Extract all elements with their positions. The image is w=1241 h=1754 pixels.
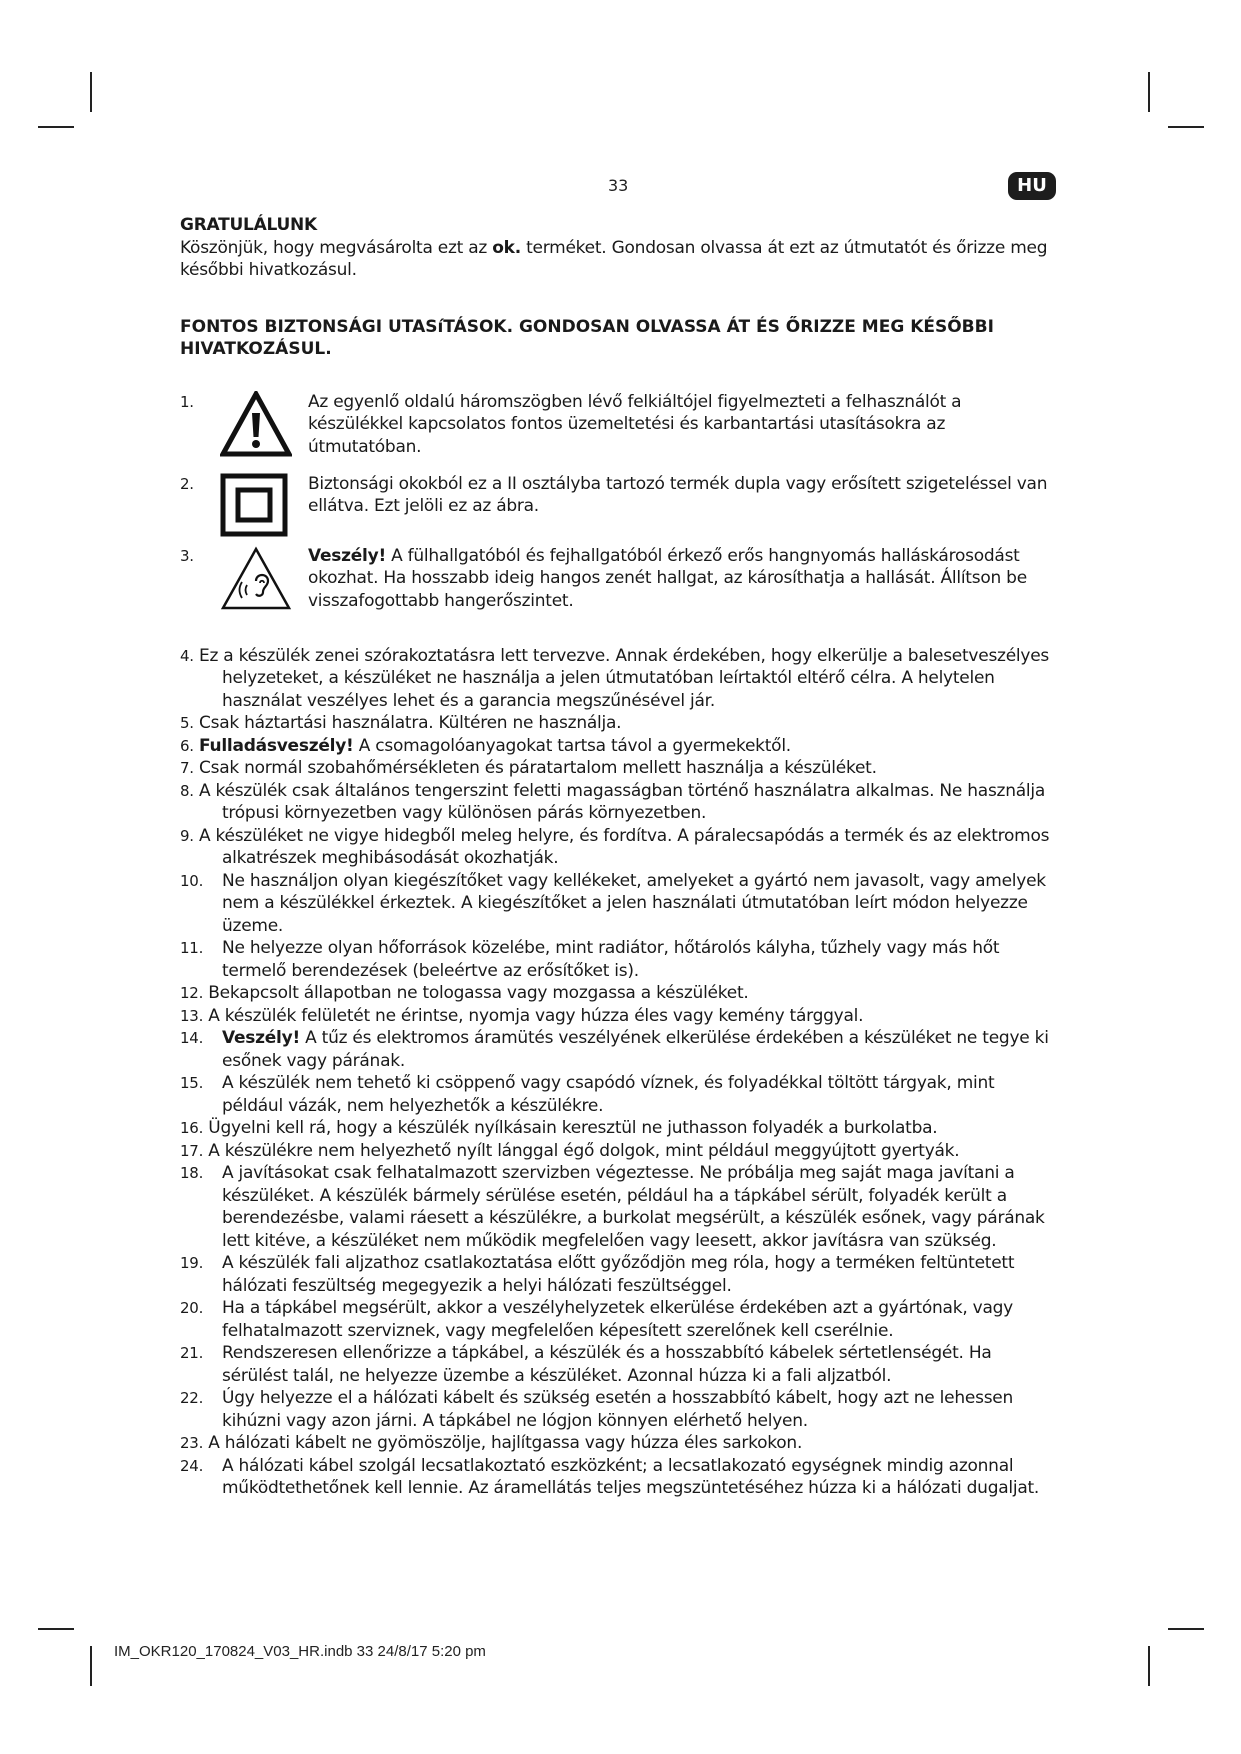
item-text: Csak normál szobahőmérsékleten és páratartalom mellett használja a készüléket. <box>198 758 877 778</box>
crop-mark <box>90 72 92 112</box>
list-item <box>180 757 1060 780</box>
item-number: 5. <box>180 714 194 732</box>
list-item <box>180 780 1060 825</box>
list-item <box>180 1455 1060 1500</box>
list-item <box>180 1140 1060 1163</box>
item-number: 14. <box>180 1029 204 1047</box>
list-item <box>180 1387 1060 1432</box>
item-number: 16. <box>180 1119 204 1137</box>
item-number: 3. <box>180 546 194 565</box>
item-number: 13. <box>180 1006 204 1025</box>
item-text: A készüléket ne vigye hidegből meleg helyre, és fordítva. A páralecsapódás a termék és az elektromos alkatrészek meghibásodását okozhatják. <box>198 825 1050 868</box>
item-text: A tűz és elektromos áramütés veszélyének elkerülése érdekében a készüléket ne tegye ki esőnek vagy párának. <box>222 1028 1049 1071</box>
item-number: 10. <box>180 871 204 890</box>
item-number: 17. <box>180 1141 204 1160</box>
item-number: 11. <box>180 939 204 957</box>
crop-mark <box>1148 72 1150 112</box>
congrats-title: GRATULÁLUNK <box>180 215 317 235</box>
item-text: A csomagolóanyagokat tartsa távol a gyermekektől. <box>353 735 791 756</box>
list-item <box>180 825 1060 870</box>
item-text: Biztonsági okokból ez a II osztályba tartozó termék dupla vagy erősített szigeteléssel van ellátva. Ezt jelöli ez az ábra. <box>308 473 1048 516</box>
crop-mark <box>90 1646 92 1686</box>
language-badge: HU <box>1008 172 1056 200</box>
item-text: A készülék felületét ne érintse, nyomja vagy húzza éles vagy kemény tárggyal. <box>208 1005 864 1026</box>
item-text: A javításokat csak felhatalmazott szervizben végeztesse. Ne próbálja meg saját maga javítani a készüléket. A készülék bármely sérülése esetén, például ha a tápkábel sérült, folyadék került a berendezésbe, valami ráesett a készülékre, a burkolat megsérült, a készülék esőnek, vagy párának lett kitéve, a készüléket nem működik megfelelően vagy leesett, akkor javításra van szükség. <box>222 1163 1045 1251</box>
danger-label: Veszély! <box>308 545 386 566</box>
page-number: 33 <box>608 176 629 195</box>
item-text: A készülékre nem helyezhető nyílt lánggal égő dolgok, mint például meggyújtott gyertyák. <box>208 1140 960 1161</box>
list-item <box>180 1162 1060 1252</box>
crop-mark <box>1168 126 1204 128</box>
item-text: Ha a tápkábel megsérült, akkor a veszélyhelyzetek elkerülése érdekében azt a gyártónak, vagy felhatalmazott szerviznek, vagy megfelelően képesített szerelőnek kell cserélnie. <box>222 1298 1013 1341</box>
warning-label: Fulladásveszély! <box>198 735 354 756</box>
list-item <box>180 645 1060 713</box>
symbol-item <box>180 473 1060 533</box>
item-number: 20. <box>180 1299 204 1317</box>
crop-mark <box>38 1628 74 1630</box>
list-item <box>180 1342 1060 1387</box>
list-item <box>180 1297 1060 1342</box>
list-item <box>180 870 1060 938</box>
hearing-warning-icon <box>220 545 292 618</box>
item-number: 12. <box>180 984 204 1002</box>
item-text: Úgy helyezze el a hálózati kábelt és szükség esetén a hosszabbító kábelt, hogy azt ne lehessen kihúzni vagy azon járni. A tápkábel ne lógjon könnyen elérhető helyen. <box>222 1388 1014 1431</box>
item-text: Csak háztartási használatra. Kültéren ne használja. <box>198 713 622 733</box>
list-item <box>180 1117 1060 1140</box>
crop-mark <box>1168 1628 1204 1630</box>
symbol-item <box>180 545 1060 615</box>
print-footer: IM_OKR120_170824_V03_HR.indb 33 24/8/17 5:20 pm <box>114 1643 486 1660</box>
item-text: Ne használjon olyan kiegészítőket vagy kellékeket, amelyeket a gyártó nem javasolt, vagy amelyek nem a készülékkel érkeztek. A kiegészítőket a jelen használati útmutatóban leírt módon helyezze üzeme. <box>222 870 1046 936</box>
list-item <box>180 735 1060 758</box>
item-text: A készülék nem tehető ki csöppenő vagy csapódó víznek, és folyadékkal töltött tárgyak, mint például vázák, nem helyezhetők a készülékre. <box>222 1073 995 1116</box>
item-number: 7. <box>180 759 194 777</box>
list-item <box>180 1005 1060 1028</box>
item-number: 22. <box>180 1389 204 1407</box>
warning-triangle-icon <box>220 391 292 464</box>
item-text: Az egyenlő oldalú háromszögben lévő felkiáltójel figyelmezteti a felhasználót a készülékkel kapcsolatos fontos üzemeltetési és karbantartási utasításokra az útmutatóban. <box>308 391 962 457</box>
list-item <box>180 1432 1060 1455</box>
item-number: 6. <box>180 736 194 755</box>
congrats-text: Köszönjük, hogy megvásárolta ezt az ok. terméket. Gondosan olvassa át ezt az útmutatót és őrizze meg későbbi hivatkozásul. <box>180 237 1048 280</box>
brand-name: ok. <box>492 237 521 258</box>
list-item <box>180 1072 1060 1117</box>
crop-mark <box>1148 1646 1150 1686</box>
safety-heading: FONTOS BIZTONSÁGI UTASíTÁSOK. GONDOSAN OLVASSA ÁT ÉS ŐRIZZE MEG KÉSŐBBI HIVATKOZÁSUL. <box>180 316 994 359</box>
list-item <box>180 937 1060 982</box>
item-number: 1. <box>180 392 194 411</box>
item-text: Ez a készülék zenei szórakoztatásra lett tervezve. Annak érdekében, hogy elkerülje a balesetveszélyes helyzeteket, a készüléket ne használja a jelen útmutatóban leírtaktól eltérő célra. A helytelen használat veszélyes lehet és a garancia megszűnésével jár. <box>198 645 1050 711</box>
item-number: 21. <box>180 1344 204 1362</box>
list-item <box>180 1027 1060 1072</box>
item-text: A hálózati kábel szolgál lecsatlakoztató eszközként; a lecsatlakozató egységnek mindig azonnal működtethetőnek kell lennie. Az áramellátás teljes megszüntetéséhez húzza ki a hálózati dugaljat. <box>222 1455 1040 1498</box>
item-number: 4. <box>180 646 194 665</box>
item-number: 19. <box>180 1254 204 1272</box>
item-number: 23. <box>180 1434 204 1452</box>
list-item <box>180 982 1060 1005</box>
item-text: Veszély! A fülhallgatóból és fejhallgatóból érkező erős hangnyomás halláskárosodást okozhat. Ha hosszabb ideig hangos zenét hallgat, az károsíthatja a hallását. Állítson be visszafogottabb hangerőszintet. <box>308 545 1027 611</box>
item-number: 24. <box>180 1456 204 1475</box>
item-number: 18. <box>180 1164 204 1182</box>
symbol-item <box>180 391 1060 461</box>
item-text: A hálózati kábelt ne gyömöszölje, hajlítgassa vagy húzza éles sarkokon. <box>208 1433 803 1453</box>
document-body <box>180 214 1060 1500</box>
list-item <box>180 712 1060 735</box>
warning-label: Veszély! <box>222 1028 300 1048</box>
item-number: 9. <box>180 826 194 845</box>
crop-mark <box>38 126 74 128</box>
item-text: Ne helyezze olyan hőforrások közelébe, mint radiátor, hőtárolós kályha, tűzhely vagy más hőt termelő berendezések (beleértve az erősítőket is). <box>222 938 1000 981</box>
item-number: 2. <box>180 474 194 493</box>
item-text: A készülék csak általános tengerszint feletti magasságban történő használatra alkalmas. Ne használja trópusi környezetben vagy különösen párás környezetben. <box>198 780 1046 823</box>
item-text: Bekapcsolt állapotban ne tologassa vagy mozgassa a készüléket. <box>208 983 749 1003</box>
item-number: 8. <box>180 781 194 800</box>
double-insulation-icon <box>220 473 288 544</box>
item-number: 15. <box>180 1074 204 1092</box>
item-text: Rendszeresen ellenőrizze a tápkábel, a készülék és a hosszabbító kábelek sértetlenségét. Ha sérülést talál, ne helyezze üzembe a készüléket. Azonnal húzza ki a fali aljzatból. <box>222 1343 992 1386</box>
item-text: A készülék fali aljzathoz csatlakoztatása előtt győződjön meg róla, hogy a terméken feltüntetett hálózati feszültség megegyezik a helyi hálózati feszültséggel. <box>222 1253 1015 1296</box>
item-text: Ügyelni kell rá, hogy a készülék nyílkásain keresztül ne juthasson folyadék a burkolatba. <box>208 1118 938 1138</box>
safety-rules-list <box>180 645 1060 1500</box>
list-item <box>180 1252 1060 1297</box>
